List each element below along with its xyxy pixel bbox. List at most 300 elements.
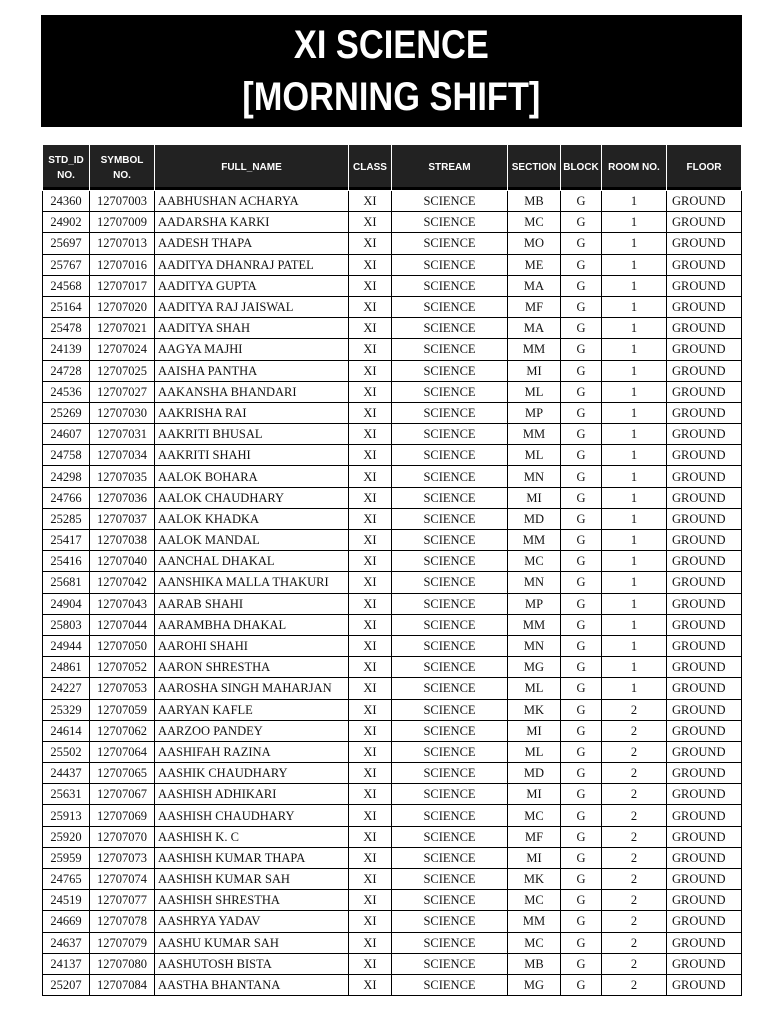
section-cell: ML <box>508 381 561 402</box>
section-cell: MB <box>508 191 561 212</box>
symbol-no-cell: 12707003 <box>90 191 155 212</box>
room-no-cell: 1 <box>602 466 667 487</box>
std-id-cell: 25269 <box>43 402 90 423</box>
floor-cell: GROUND <box>667 741 742 762</box>
room-no-cell: 1 <box>602 572 667 593</box>
full-name-cell: AADITYA RAJ JAISWAL <box>155 296 349 317</box>
block-cell: G <box>561 932 602 953</box>
room-no-cell: 2 <box>602 953 667 974</box>
table-row <box>43 763 742 784</box>
full-name-cell: AASHISH KUMAR SAH <box>155 869 349 890</box>
room-no-cell: 1 <box>602 593 667 614</box>
std-id-cell: 25416 <box>43 551 90 572</box>
symbol-no-cell: 12707059 <box>90 699 155 720</box>
section-cell: MC <box>508 890 561 911</box>
std-id-cell: 24765 <box>43 869 90 890</box>
std-id-cell: 25681 <box>43 572 90 593</box>
room-no-cell: 1 <box>602 318 667 339</box>
stream-cell: SCIENCE <box>392 784 508 805</box>
symbol-no-cell: 12707067 <box>90 784 155 805</box>
block-cell: G <box>561 233 602 254</box>
room-no-cell: 2 <box>602 741 667 762</box>
block-cell: G <box>561 339 602 360</box>
class-cell: XI <box>349 699 392 720</box>
full-name-cell: AALOK KHADKA <box>155 508 349 529</box>
floor-cell: GROUND <box>667 784 742 805</box>
stream-cell: SCIENCE <box>392 466 508 487</box>
block-cell: G <box>561 784 602 805</box>
room-no-cell: 1 <box>602 296 667 317</box>
block-cell: G <box>561 805 602 826</box>
stream-cell: SCIENCE <box>392 275 508 296</box>
symbol-no-cell: 12707013 <box>90 233 155 254</box>
floor-cell: GROUND <box>667 657 742 678</box>
full-name-cell: AARON SHRESTHA <box>155 657 349 678</box>
full-name-cell: AAROHI SHAHI <box>155 635 349 656</box>
std-id-cell: 24902 <box>43 212 90 233</box>
symbol-no-cell: 12707037 <box>90 508 155 529</box>
floor-cell: GROUND <box>667 233 742 254</box>
stream-cell: SCIENCE <box>392 657 508 678</box>
section-cell: MA <box>508 318 561 339</box>
class-cell: XI <box>349 445 392 466</box>
table-row <box>43 657 742 678</box>
table-row <box>43 402 742 423</box>
table-row <box>43 424 742 445</box>
class-cell: XI <box>349 911 392 932</box>
class-cell: XI <box>349 678 392 699</box>
floor-cell: GROUND <box>667 763 742 784</box>
symbol-no-cell: 12707016 <box>90 254 155 275</box>
full-name-cell: AASHIFAH RAZINA <box>155 741 349 762</box>
stream-cell: SCIENCE <box>392 530 508 551</box>
floor-cell: GROUND <box>667 826 742 847</box>
floor-cell: GROUND <box>667 593 742 614</box>
floor-cell: GROUND <box>667 402 742 423</box>
table-row <box>43 318 742 339</box>
full-name-cell: AADITYA GUPTA <box>155 275 349 296</box>
class-cell: XI <box>349 424 392 445</box>
full-name-cell: AASHISH ADHIKARI <box>155 784 349 805</box>
block-cell: G <box>561 191 602 212</box>
symbol-no-cell: 12707025 <box>90 360 155 381</box>
class-cell: XI <box>349 614 392 635</box>
header-room-no: ROOM NO. <box>602 145 667 191</box>
class-cell: XI <box>349 635 392 656</box>
table-row <box>43 254 742 275</box>
floor-cell: GROUND <box>667 890 742 911</box>
stream-cell: SCIENCE <box>392 191 508 212</box>
header-block: BLOCK <box>561 145 602 191</box>
symbol-no-cell: 12707073 <box>90 847 155 868</box>
block-cell: G <box>561 572 602 593</box>
block-cell: G <box>561 614 602 635</box>
class-cell: XI <box>349 530 392 551</box>
table-row <box>43 953 742 974</box>
floor-cell: GROUND <box>667 614 742 635</box>
student-table <box>42 144 742 996</box>
floor-cell: GROUND <box>667 530 742 551</box>
full-name-cell: AASTHA BHANTANA <box>155 974 349 995</box>
floor-cell: GROUND <box>667 487 742 508</box>
floor-cell: GROUND <box>667 275 742 296</box>
class-cell: XI <box>349 254 392 275</box>
std-id-cell: 25631 <box>43 784 90 805</box>
section-cell: MI <box>508 360 561 381</box>
class-cell: XI <box>349 869 392 890</box>
full-name-cell: AADITYA SHAH <box>155 318 349 339</box>
section-cell: MI <box>508 784 561 805</box>
table-row <box>43 720 742 741</box>
std-id-cell: 25285 <box>43 508 90 529</box>
floor-cell: GROUND <box>667 360 742 381</box>
room-no-cell: 1 <box>602 445 667 466</box>
section-cell: ML <box>508 741 561 762</box>
section-cell: ML <box>508 678 561 699</box>
table-row <box>43 466 742 487</box>
symbol-no-cell: 12707035 <box>90 466 155 487</box>
floor-cell: GROUND <box>667 381 742 402</box>
std-id-cell: 25697 <box>43 233 90 254</box>
block-cell: G <box>561 699 602 720</box>
std-id-cell: 24861 <box>43 657 90 678</box>
class-cell: XI <box>349 318 392 339</box>
stream-cell: SCIENCE <box>392 720 508 741</box>
full-name-cell: AADARSHA KARKI <box>155 212 349 233</box>
symbol-no-cell: 12707020 <box>90 296 155 317</box>
table-row <box>43 741 742 762</box>
room-no-cell: 2 <box>602 805 667 826</box>
symbol-no-cell: 12707069 <box>90 805 155 826</box>
room-no-cell: 1 <box>602 657 667 678</box>
class-cell: XI <box>349 974 392 995</box>
symbol-no-cell: 12707030 <box>90 402 155 423</box>
std-id-cell: 24298 <box>43 466 90 487</box>
stream-cell: SCIENCE <box>392 402 508 423</box>
stream-cell: SCIENCE <box>392 826 508 847</box>
block-cell: G <box>561 678 602 699</box>
block-cell: G <box>561 296 602 317</box>
table-row <box>43 191 742 212</box>
symbol-no-cell: 12707038 <box>90 530 155 551</box>
stream-cell: SCIENCE <box>392 254 508 275</box>
class-cell: XI <box>349 466 392 487</box>
full-name-cell: AAKANSHA BHANDARI <box>155 381 349 402</box>
floor-cell: GROUND <box>667 911 742 932</box>
stream-cell: SCIENCE <box>392 551 508 572</box>
table-row <box>43 847 742 868</box>
class-cell: XI <box>349 191 392 212</box>
stream-cell: SCIENCE <box>392 593 508 614</box>
symbol-no-cell: 12707050 <box>90 635 155 656</box>
page-title: XI SCIENCE <box>294 23 489 67</box>
std-id-cell: 25767 <box>43 254 90 275</box>
block-cell: G <box>561 318 602 339</box>
full-name-cell: AARYAN KAFLE <box>155 699 349 720</box>
class-cell: XI <box>349 826 392 847</box>
class-cell: XI <box>349 572 392 593</box>
std-id-cell: 24568 <box>43 275 90 296</box>
section-cell: MI <box>508 487 561 508</box>
class-cell: XI <box>349 296 392 317</box>
full-name-cell: AAKRITI SHAHI <box>155 445 349 466</box>
class-cell: XI <box>349 487 392 508</box>
symbol-no-cell: 12707017 <box>90 275 155 296</box>
block-cell: G <box>561 212 602 233</box>
stream-cell: SCIENCE <box>392 699 508 720</box>
full-name-cell: AALOK BOHARA <box>155 466 349 487</box>
block-cell: G <box>561 402 602 423</box>
class-cell: XI <box>349 784 392 805</box>
symbol-no-cell: 12707077 <box>90 890 155 911</box>
room-no-cell: 1 <box>602 339 667 360</box>
stream-cell: SCIENCE <box>392 763 508 784</box>
class-cell: XI <box>349 339 392 360</box>
section-cell: MK <box>508 869 561 890</box>
header-stream: STREAM <box>392 145 508 191</box>
section-cell: MI <box>508 847 561 868</box>
header-floor: FLOOR <box>667 145 742 191</box>
symbol-no-cell: 12707036 <box>90 487 155 508</box>
symbol-no-cell: 12707062 <box>90 720 155 741</box>
floor-cell: GROUND <box>667 953 742 974</box>
block-cell: G <box>561 741 602 762</box>
full-name-cell: AASHRYA YADAV <box>155 911 349 932</box>
table-row <box>43 614 742 635</box>
floor-cell: GROUND <box>667 551 742 572</box>
section-cell: MG <box>508 657 561 678</box>
full-name-cell: AAISHA PANTHA <box>155 360 349 381</box>
table-row <box>43 932 742 953</box>
stream-cell: SCIENCE <box>392 212 508 233</box>
header-full-name: FULL_NAME <box>155 145 349 191</box>
section-cell: MO <box>508 233 561 254</box>
full-name-cell: AASHU KUMAR SAH <box>155 932 349 953</box>
std-id-cell: 25502 <box>43 741 90 762</box>
full-name-cell: AARZOO PANDEY <box>155 720 349 741</box>
section-cell: MF <box>508 296 561 317</box>
header-section: SECTION <box>508 145 561 191</box>
full-name-cell: AASHUTOSH BISTA <box>155 953 349 974</box>
class-cell: XI <box>349 593 392 614</box>
full-name-cell: AADITYA DHANRAJ PATEL <box>155 254 349 275</box>
stream-cell: SCIENCE <box>392 445 508 466</box>
class-cell: XI <box>349 890 392 911</box>
class-cell: XI <box>349 847 392 868</box>
floor-cell: GROUND <box>667 339 742 360</box>
block-cell: G <box>561 890 602 911</box>
stream-cell: SCIENCE <box>392 487 508 508</box>
full-name-cell: AALOK CHAUDHARY <box>155 487 349 508</box>
section-cell: MC <box>508 932 561 953</box>
std-id-cell: 24669 <box>43 911 90 932</box>
section-cell: ME <box>508 254 561 275</box>
full-name-cell: AASHIK CHAUDHARY <box>155 763 349 784</box>
room-no-cell: 1 <box>602 275 667 296</box>
room-no-cell: 2 <box>602 847 667 868</box>
std-id-cell: 24758 <box>43 445 90 466</box>
room-no-cell: 1 <box>602 233 667 254</box>
symbol-no-cell: 12707043 <box>90 593 155 614</box>
symbol-no-cell: 12707064 <box>90 741 155 762</box>
stream-cell: SCIENCE <box>392 974 508 995</box>
room-no-cell: 1 <box>602 402 667 423</box>
stream-cell: SCIENCE <box>392 360 508 381</box>
room-no-cell: 1 <box>602 614 667 635</box>
floor-cell: GROUND <box>667 678 742 699</box>
block-cell: G <box>561 254 602 275</box>
block-cell: G <box>561 593 602 614</box>
table-row <box>43 805 742 826</box>
class-cell: XI <box>349 741 392 762</box>
class-cell: XI <box>349 508 392 529</box>
std-id-cell: 25913 <box>43 805 90 826</box>
std-id-cell: 24137 <box>43 953 90 974</box>
section-cell: MD <box>508 763 561 784</box>
block-cell: G <box>561 720 602 741</box>
table-row <box>43 784 742 805</box>
class-cell: XI <box>349 763 392 784</box>
symbol-no-cell: 12707031 <box>90 424 155 445</box>
stream-cell: SCIENCE <box>392 953 508 974</box>
symbol-no-cell: 12707070 <box>90 826 155 847</box>
room-no-cell: 1 <box>602 487 667 508</box>
std-id-cell: 24728 <box>43 360 90 381</box>
stream-cell: SCIENCE <box>392 318 508 339</box>
stream-cell: SCIENCE <box>392 911 508 932</box>
symbol-no-cell: 12707053 <box>90 678 155 699</box>
full-name-cell: AAKRITI BHUSAL <box>155 424 349 445</box>
class-cell: XI <box>349 657 392 678</box>
header-class: CLASS <box>349 145 392 191</box>
table-row <box>43 911 742 932</box>
room-no-cell: 1 <box>602 551 667 572</box>
floor-cell: GROUND <box>667 805 742 826</box>
std-id-cell: 24519 <box>43 890 90 911</box>
section-cell: MK <box>508 699 561 720</box>
section-cell: MC <box>508 805 561 826</box>
room-no-cell: 1 <box>602 191 667 212</box>
std-id-cell: 24360 <box>43 191 90 212</box>
table-body <box>43 191 742 996</box>
block-cell: G <box>561 275 602 296</box>
room-no-cell: 1 <box>602 508 667 529</box>
table-row <box>43 826 742 847</box>
full-name-cell: AASHISH CHAUDHARY <box>155 805 349 826</box>
stream-cell: SCIENCE <box>392 233 508 254</box>
floor-cell: GROUND <box>667 869 742 890</box>
std-id-cell: 24437 <box>43 763 90 784</box>
block-cell: G <box>561 381 602 402</box>
title-banner <box>41 15 742 127</box>
block-cell: G <box>561 657 602 678</box>
block-cell: G <box>561 487 602 508</box>
header-std-id: STD_ID NO. <box>43 145 90 191</box>
section-cell: MD <box>508 508 561 529</box>
block-cell: G <box>561 763 602 784</box>
table-row <box>43 212 742 233</box>
full-name-cell: AANSHIKA MALLA THAKURI <box>155 572 349 593</box>
stream-cell: SCIENCE <box>392 847 508 868</box>
section-cell: ML <box>508 445 561 466</box>
std-id-cell: 24607 <box>43 424 90 445</box>
section-cell: MM <box>508 424 561 445</box>
block-cell: G <box>561 445 602 466</box>
full-name-cell: AASHISH K. C <box>155 826 349 847</box>
table-row <box>43 360 742 381</box>
table-row <box>43 890 742 911</box>
table-header-row <box>43 145 742 191</box>
full-name-cell: AAKRISHA RAI <box>155 402 349 423</box>
table-row <box>43 275 742 296</box>
full-name-cell: AABHUSHAN ACHARYA <box>155 191 349 212</box>
block-cell: G <box>561 953 602 974</box>
table-row <box>43 233 742 254</box>
section-cell: MM <box>508 339 561 360</box>
stream-cell: SCIENCE <box>392 869 508 890</box>
symbol-no-cell: 12707065 <box>90 763 155 784</box>
class-cell: XI <box>349 805 392 826</box>
full-name-cell: AASHISH SHRESTHA <box>155 890 349 911</box>
floor-cell: GROUND <box>667 572 742 593</box>
stream-cell: SCIENCE <box>392 424 508 445</box>
std-id-cell: 25329 <box>43 699 90 720</box>
class-cell: XI <box>349 932 392 953</box>
floor-cell: GROUND <box>667 508 742 529</box>
room-no-cell: 1 <box>602 424 667 445</box>
symbol-no-cell: 12707034 <box>90 445 155 466</box>
std-id-cell: 24536 <box>43 381 90 402</box>
std-id-cell: 25417 <box>43 530 90 551</box>
section-cell: MN <box>508 635 561 656</box>
std-id-cell: 25164 <box>43 296 90 317</box>
room-no-cell: 2 <box>602 911 667 932</box>
table-row <box>43 974 742 995</box>
stream-cell: SCIENCE <box>392 339 508 360</box>
section-cell: MF <box>508 826 561 847</box>
section-cell: MC <box>508 212 561 233</box>
table-row <box>43 296 742 317</box>
room-no-cell: 1 <box>602 212 667 233</box>
room-no-cell: 1 <box>602 254 667 275</box>
section-cell: MP <box>508 593 561 614</box>
block-cell: G <box>561 530 602 551</box>
table-row <box>43 869 742 890</box>
class-cell: XI <box>349 233 392 254</box>
table-row <box>43 508 742 529</box>
stream-cell: SCIENCE <box>392 741 508 762</box>
section-cell: MM <box>508 911 561 932</box>
room-no-cell: 2 <box>602 784 667 805</box>
room-no-cell: 2 <box>602 826 667 847</box>
table-row <box>43 635 742 656</box>
section-cell: MM <box>508 530 561 551</box>
table-row <box>43 678 742 699</box>
stream-cell: SCIENCE <box>392 805 508 826</box>
section-cell: MG <box>508 974 561 995</box>
floor-cell: GROUND <box>667 191 742 212</box>
floor-cell: GROUND <box>667 699 742 720</box>
floor-cell: GROUND <box>667 445 742 466</box>
full-name-cell: AARAB SHAHI <box>155 593 349 614</box>
floor-cell: GROUND <box>667 932 742 953</box>
std-id-cell: 24904 <box>43 593 90 614</box>
stream-cell: SCIENCE <box>392 635 508 656</box>
symbol-no-cell: 12707084 <box>90 974 155 995</box>
table-row <box>43 381 742 402</box>
section-cell: MB <box>508 953 561 974</box>
floor-cell: GROUND <box>667 424 742 445</box>
